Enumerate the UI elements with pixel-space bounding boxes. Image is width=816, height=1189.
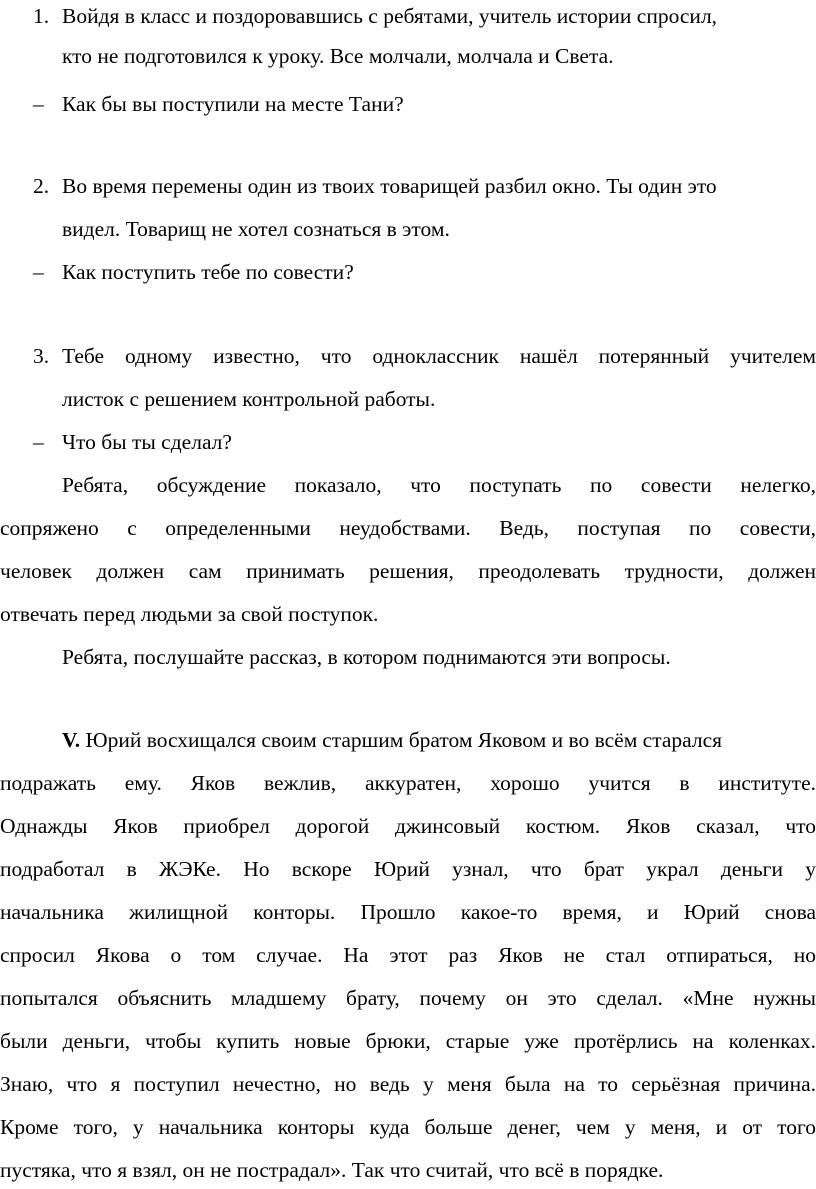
item-line: листок с решением контрольной работы. [62,387,436,411]
story-line: подработал в ЖЭКе. Но вскоре Юрий узнал, что брат украл деньги у [0,857,816,881]
discussion-line: Ребята, обсуждение показало, что поступать по совести нелегко, [62,473,816,497]
discussion-line: отвечать перед людьми за свой поступок. [0,602,379,626]
story-line: спросил Якова о том случае. На этот раз Яков не стал отпираться, но [0,943,816,967]
item-line: Тебе одному известно, что одноклассник нашёл потерянный учителем [62,344,816,368]
story-line: попытался объяснить младшему брату, почему он это сделал. «Мне нужны [0,986,816,1010]
section-first-line-text: Юрий восхищался своим старшим братом Яковом и во всём старался [80,728,723,752]
story-line: подражать ему. Яков вежлив, аккуратен, хорошо учится в институте. [0,771,816,795]
dash-marker: – [33,92,44,116]
dash-marker: – [33,430,44,454]
item-question: Что бы ты сделал? [62,430,232,454]
section-marker: V. [62,728,81,752]
item-question: Как бы вы поступили на месте Тани? [62,92,404,116]
item-line: Войдя в класс и поздоровавшись с ребятами, учитель истории спросил, [62,4,718,28]
section-first-line [62,730,816,752]
story-line: пустяка, что я взял, он не пострадал». Так что считай, что всё в порядке. [0,1158,664,1182]
item-number: 3. [33,344,50,368]
story-line: Однажды Яков приобрел дорогой джинсовый костюм. Яков сказал, что [0,814,816,838]
item-question: Как поступить тебе по совести? [62,260,354,284]
dash-marker: – [33,260,44,284]
item-line: Во время перемены один из твоих товарищей разбил окно. Ты один это [62,174,717,198]
story-line: Кроме того, у начальника конторы куда больше денег, чем у меня, и от того [0,1115,816,1139]
item-line: кто не подготовился к уроку. Все молчали, молчала и Света. [62,44,614,68]
story-line: были деньги, чтобы купить новые брюки, старые уже протёрлись на коленках. [0,1029,816,1053]
story-line: начальника жилищной конторы. Прошло какое-то время, и Юрий снова [0,900,816,924]
discussion-line: человек должен сам принимать решения, преодолевать трудности, должен [0,559,816,583]
item-number: 1. [33,4,50,28]
discussion-line: сопряжено с определенными неудобствами. Ведь, поступая по совести, [0,516,816,540]
story-intro: Ребята, послушайте рассказ, в котором поднимаются эти вопросы. [62,645,671,669]
item-number: 2. [33,174,50,198]
story-line: Знаю, что я поступил нечестно, но ведь у меня была на то серьёзная причина. [0,1072,816,1096]
item-line: видел. Товарищ не хотел сознаться в этом. [62,217,450,241]
